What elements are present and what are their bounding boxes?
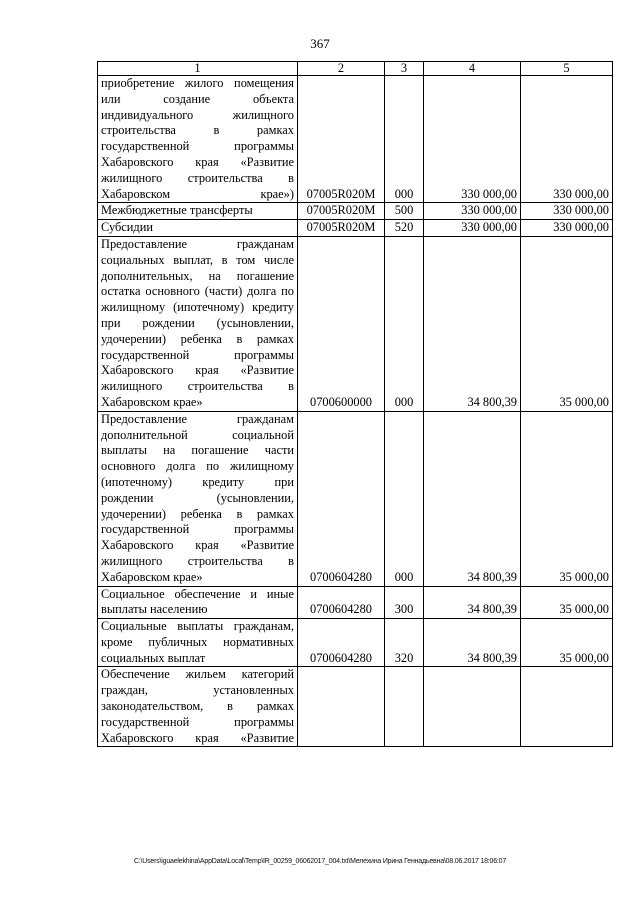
- target-article-code: 07005R020M: [298, 220, 385, 237]
- table-row: [98, 76, 613, 203]
- amount-col4: 330 000,00: [424, 220, 521, 237]
- amount-col4: 34 800,39: [424, 411, 521, 586]
- row-description: Межбюджетные трансферты: [98, 203, 298, 220]
- target-article-code: 07005R020M: [298, 203, 385, 220]
- amount-col4: 330 000,00: [424, 76, 521, 203]
- column-header: 4: [424, 62, 521, 76]
- expense-type-code: 000: [385, 236, 424, 411]
- amount-col4: 34 800,39: [424, 586, 521, 619]
- amount-col4: 34 800,39: [424, 619, 521, 667]
- row-description: Социальные выплаты гражданам, кроме публичных нормативных социальных выплат: [98, 619, 298, 667]
- amount-col5: 35 000,00: [521, 619, 613, 667]
- target-article-code: 0700604280: [298, 619, 385, 667]
- expense-type-code: [385, 667, 424, 747]
- target-article-code: 07005R020M: [298, 76, 385, 203]
- row-description: Предоставление гражданам социальных выплат, в том числе дополнительных, на погашение остатка основного (части) долга по жилищному (ипотечному) кредиту при рождении (усыновлении, удочерении) ребенка в рамках государственной программы Хабаровского края «Развитие жилищного строительства в Хабаровском крае»: [98, 236, 298, 411]
- amount-col4: 34 800,39: [424, 236, 521, 411]
- table-row: [98, 411, 613, 586]
- table-header-row: [98, 62, 613, 76]
- target-article-code: [298, 667, 385, 747]
- amount-col5: 35 000,00: [521, 586, 613, 619]
- column-header: 3: [385, 62, 424, 76]
- page-number: 367: [310, 36, 330, 51]
- target-article-code: 0700600000: [298, 236, 385, 411]
- amount-col4: 330 000,00: [424, 203, 521, 220]
- expense-type-code: 320: [385, 619, 424, 667]
- target-article-code: 0700604280: [298, 586, 385, 619]
- amount-col5: 330 000,00: [521, 203, 613, 220]
- expense-type-code: 500: [385, 203, 424, 220]
- budget-table: [97, 61, 613, 747]
- expense-type-code: 520: [385, 220, 424, 237]
- target-article-code: 0700604280: [298, 411, 385, 586]
- row-description: Обеспечение жильем категорий граждан, установленных законодательством, в рамках государственной программы Хабаровского края «Развитие: [98, 667, 298, 747]
- row-description: Социальное обеспечение и иные выплаты населению: [98, 586, 298, 619]
- expense-type-code: 000: [385, 76, 424, 203]
- amount-col5: 35 000,00: [521, 411, 613, 586]
- amount-col5: [521, 667, 613, 747]
- expense-type-code: 000: [385, 411, 424, 586]
- table-row: [98, 236, 613, 411]
- table-row: [98, 203, 613, 220]
- amount-col5: 330 000,00: [521, 76, 613, 203]
- row-description: Предоставление гражданам дополнительной социальной выплаты на погашение части основного долга по жилищному (ипотечному) кредиту при рождении (усыновлении, удочерении) ребенка в рамках государственной программы Хабаровского края «Развитие жилищного строительства в Хабаровском крае»: [98, 411, 298, 586]
- table-row: [98, 619, 613, 667]
- expense-type-code: 300: [385, 586, 424, 619]
- amount-col5: 35 000,00: [521, 236, 613, 411]
- row-description: приобретение жилого помещения или создание объекта индивидуального жилищного строительства в рамках государственной программы Хабаровского края «Развитие жилищного строительства в Хабаровском крае»): [98, 76, 298, 203]
- column-header: 2: [298, 62, 385, 76]
- row-description: Субсидии: [98, 220, 298, 237]
- table-row: [98, 586, 613, 619]
- column-header: 5: [521, 62, 613, 76]
- amount-col5: 330 000,00: [521, 220, 613, 237]
- table-row: [98, 667, 613, 747]
- amount-col4: [424, 667, 521, 747]
- column-header: 1: [98, 62, 298, 76]
- table-row: [98, 220, 613, 237]
- file-path-footer: C:\Users\iguaelekhina\AppData\Local\Temp\IR_00259_06062017_004.txt\Мелехина Ирина Геннадьевна\08.06.2017 18:06:07: [133, 858, 507, 865]
